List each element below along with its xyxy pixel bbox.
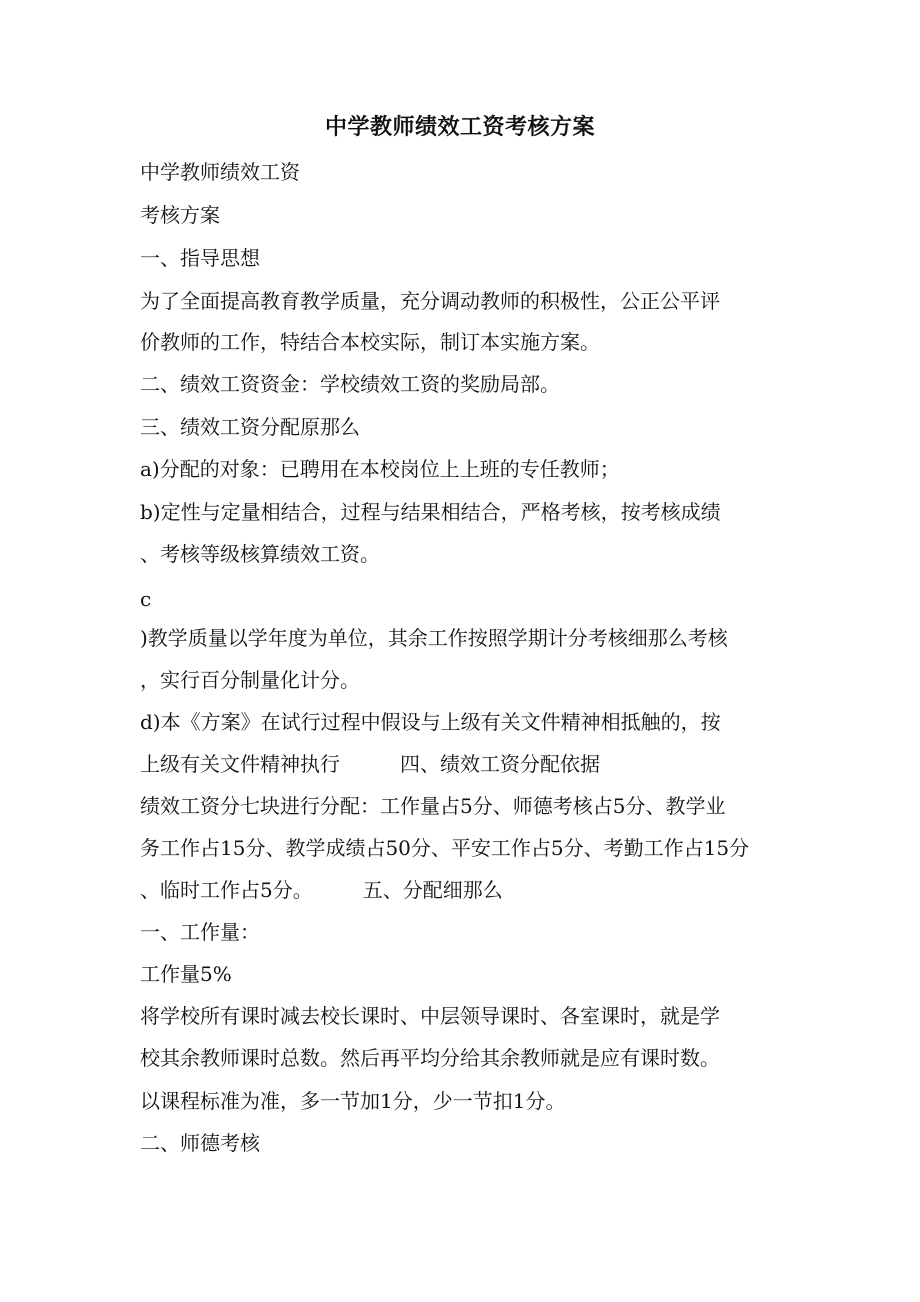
paragraph-line: 考核方案 bbox=[140, 203, 220, 227]
paragraph-line: 为了全面提高教育教学质量，充分调动教师的积极性，公正公平评 bbox=[140, 289, 720, 313]
section-heading: 二、绩效工资资金：学校绩效工资的奖励局部。 bbox=[140, 372, 560, 396]
paragraph-line: 校其余教师课时总数。然后再平均分给其余教师就是应有课时数。 bbox=[140, 1046, 720, 1070]
section-heading: 一、工作量： bbox=[140, 920, 260, 944]
paragraph-line: d)本《方案》在试行过程中假设与上级有关文件精神相抵触的，按 bbox=[140, 710, 721, 734]
paragraph-line: 中学教师绩效工资 bbox=[140, 160, 300, 184]
paragraph-line: 务工作占15分、教学成绩占50分、平安工作占5分、考勤工作占15分 bbox=[140, 836, 750, 860]
paragraph-line: 、考核等级核算绩效工资。 bbox=[140, 542, 380, 566]
paragraph-line: 上级有关文件精神执行 四、绩效工资分配依据 bbox=[140, 752, 600, 776]
section-heading: 二、师德考核 bbox=[140, 1131, 260, 1155]
paragraph-line: 将学校所有课时减去校长课时、中层领导课时、各室课时，就是学 bbox=[140, 1004, 720, 1028]
paragraph-line: c bbox=[140, 587, 152, 611]
paragraph-line: )教学质量以学年度为单位，其余工作按照学期计分考核细那么考核 bbox=[140, 626, 728, 650]
paragraph-line: 绩效工资分七块进行分配：工作量占5分、师德考核占5分、教学业 bbox=[140, 794, 726, 818]
section-heading: 三、绩效工资分配原那么 bbox=[140, 415, 360, 439]
paragraph-line: a)分配的对象：已聘用在本校岗位上上班的专任教师； bbox=[140, 457, 620, 481]
section-heading: 一、指导思想 bbox=[140, 246, 260, 270]
document-title: 中学教师绩效工资考核方案 bbox=[324, 114, 595, 140]
paragraph-line: ，实行百分制量化计分。 bbox=[140, 668, 360, 692]
paragraph-line: b)定性与定量相结合，过程与结果相结合，严格考核，按考核成绩 bbox=[140, 500, 721, 524]
paragraph-line: 价教师的工作，特结合本校实际，制订本实施方案。 bbox=[140, 330, 600, 354]
paragraph-line: 以课程标准为准，多一节加1分，少一节扣1分。 bbox=[140, 1089, 566, 1113]
paragraph-line: 工作量5% bbox=[140, 962, 232, 986]
paragraph-line: 、临时工作占5分。 五、分配细那么 bbox=[140, 878, 503, 902]
